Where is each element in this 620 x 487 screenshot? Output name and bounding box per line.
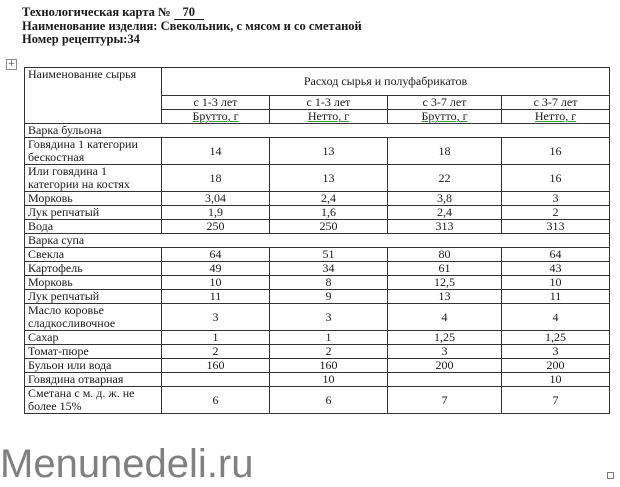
- amount-cell: 4: [502, 304, 610, 331]
- table-row: [25, 345, 610, 359]
- ingredient-name: Бульон или вода: [25, 359, 162, 373]
- age-group-cell: с 3-7 лет: [388, 96, 502, 110]
- table-row: [25, 192, 610, 206]
- amount-cell: 6: [162, 387, 270, 414]
- ingredient-name: Картофель: [25, 262, 162, 276]
- measure-cell: Нетто, г: [534, 109, 577, 123]
- amount-cell: 64: [162, 248, 270, 262]
- amount-cell: 14: [162, 138, 270, 165]
- measure-cell: Нетто, г: [307, 109, 350, 123]
- amount-cell: 16: [502, 138, 610, 165]
- measure-cell: Брутто, г: [192, 109, 239, 123]
- amount-cell: 1,25: [388, 331, 502, 345]
- amount-cell: 3,04: [162, 192, 270, 206]
- amount-cell: 10: [502, 373, 610, 387]
- amount-cell: 3: [162, 304, 270, 331]
- amount-cell: 11: [162, 290, 270, 304]
- soup-rows: [25, 248, 610, 414]
- amount-cell: 51: [270, 248, 388, 262]
- amount-cell: 3,8: [388, 192, 502, 206]
- ingredient-name: Вода: [25, 220, 162, 234]
- amount-cell: 1,9: [162, 206, 270, 220]
- section-row-broth: [25, 124, 610, 138]
- tech-card-number: 70: [174, 6, 204, 20]
- amount-cell: 12,5: [388, 276, 502, 290]
- site-watermark: Menunedeli.ru: [0, 442, 254, 486]
- section-row-soup: [25, 234, 610, 248]
- amount-cell: 2: [162, 345, 270, 359]
- ingredient-name: Лук репчатый: [25, 206, 162, 220]
- tech-card-title: [22, 6, 362, 20]
- amount-cell: 18: [162, 165, 270, 192]
- table-move-handle-icon[interactable]: +: [7, 59, 16, 69]
- amount-cell: 160: [162, 359, 270, 373]
- amount-cell: 200: [502, 359, 610, 373]
- amount-cell: 1: [162, 331, 270, 345]
- amount-cell: 3: [388, 345, 502, 359]
- amount-cell: 61: [388, 262, 502, 276]
- amount-cell: [388, 373, 502, 387]
- column-header-raw: Наименование сырья: [25, 68, 162, 124]
- table-row: [25, 387, 610, 414]
- amount-cell: 250: [162, 220, 270, 234]
- tech-card-label: Технологическая карта №: [22, 5, 171, 19]
- amount-cell: 6: [270, 387, 388, 414]
- amount-cell: 3: [270, 304, 388, 331]
- recipe-table: [24, 67, 610, 414]
- amount-cell: 13: [270, 138, 388, 165]
- age-group-cell: с 1-3 лет: [162, 96, 270, 110]
- amount-cell: 313: [388, 220, 502, 234]
- amount-cell: 2: [270, 345, 388, 359]
- table-header-row: [25, 68, 610, 96]
- amount-cell: 64: [502, 248, 610, 262]
- amount-cell: 43: [502, 262, 610, 276]
- ingredient-name: Свекла: [25, 248, 162, 262]
- amount-cell: 16: [502, 165, 610, 192]
- ingredient-name: Морковь: [25, 192, 162, 206]
- measure-cell: Брутто, г: [421, 109, 468, 123]
- ingredient-name: Томат-пюре: [25, 345, 162, 359]
- ingredient-name: Или говядина 1 категории на костях: [25, 165, 162, 192]
- amount-cell: [162, 373, 270, 387]
- table-row: [25, 331, 610, 345]
- amount-cell: 3: [502, 345, 610, 359]
- amount-cell: 22: [388, 165, 502, 192]
- amount-cell: 13: [270, 165, 388, 192]
- ingredient-name: Говядина 1 категории бескостная: [25, 138, 162, 165]
- amount-cell: 250: [270, 220, 388, 234]
- amount-cell: 10: [270, 373, 388, 387]
- ingredient-name: Говядина отварная: [25, 373, 162, 387]
- age-group-cell: с 1-3 лет: [270, 96, 388, 110]
- document-header: [22, 6, 362, 46]
- table-row: [25, 138, 610, 165]
- amount-cell: 1,25: [502, 331, 610, 345]
- amount-cell: 80: [388, 248, 502, 262]
- amount-cell: 2: [502, 206, 610, 220]
- broth-rows: [25, 138, 610, 234]
- table-row: [25, 304, 610, 331]
- table-row: [25, 373, 610, 387]
- section-title: Варка бульона: [25, 124, 610, 138]
- amount-cell: 3: [502, 192, 610, 206]
- amount-cell: 160: [270, 359, 388, 373]
- amount-cell: 13: [388, 290, 502, 304]
- recipe-number-line: Номер рецептуры:34: [22, 32, 140, 46]
- amount-cell: 10: [162, 276, 270, 290]
- amount-cell: 2,4: [270, 192, 388, 206]
- ingredient-name: Сахар: [25, 331, 162, 345]
- amount-cell: 8: [270, 276, 388, 290]
- ingredient-name: Лук репчатый: [25, 290, 162, 304]
- table-row: [25, 248, 610, 262]
- resize-handle-icon[interactable]: [607, 472, 614, 479]
- table-row: [25, 220, 610, 234]
- amount-cell: 49: [162, 262, 270, 276]
- amount-cell: 11: [502, 290, 610, 304]
- amount-cell: 18: [388, 138, 502, 165]
- amount-cell: 4: [388, 304, 502, 331]
- table-row: [25, 165, 610, 192]
- amount-cell: 10: [502, 276, 610, 290]
- amount-cell: 313: [502, 220, 610, 234]
- amount-cell: 2,4: [388, 206, 502, 220]
- product-name-line: Наименование изделия: Свекольник, с мясом и со сметаной: [22, 19, 362, 33]
- table-row: [25, 262, 610, 276]
- table-row: [25, 206, 610, 220]
- table-row: [25, 359, 610, 373]
- ingredient-name: Масло коровье сладкосливочное: [25, 304, 162, 331]
- column-header-usage: Расход сырья и полуфабрикатов: [162, 68, 610, 96]
- table-row: [25, 290, 610, 304]
- amount-cell: 9: [270, 290, 388, 304]
- ingredient-name: Сметана с м. д. ж. не более 15%: [25, 387, 162, 414]
- table-row: [25, 276, 610, 290]
- amount-cell: 7: [388, 387, 502, 414]
- amount-cell: 34: [270, 262, 388, 276]
- age-group-cell: с 3-7 лет: [502, 96, 610, 110]
- amount-cell: 1,6: [270, 206, 388, 220]
- ingredient-name: Морковь: [25, 276, 162, 290]
- amount-cell: 1: [270, 331, 388, 345]
- section-title: Варка супа: [25, 234, 610, 248]
- amount-cell: 7: [502, 387, 610, 414]
- amount-cell: 200: [388, 359, 502, 373]
